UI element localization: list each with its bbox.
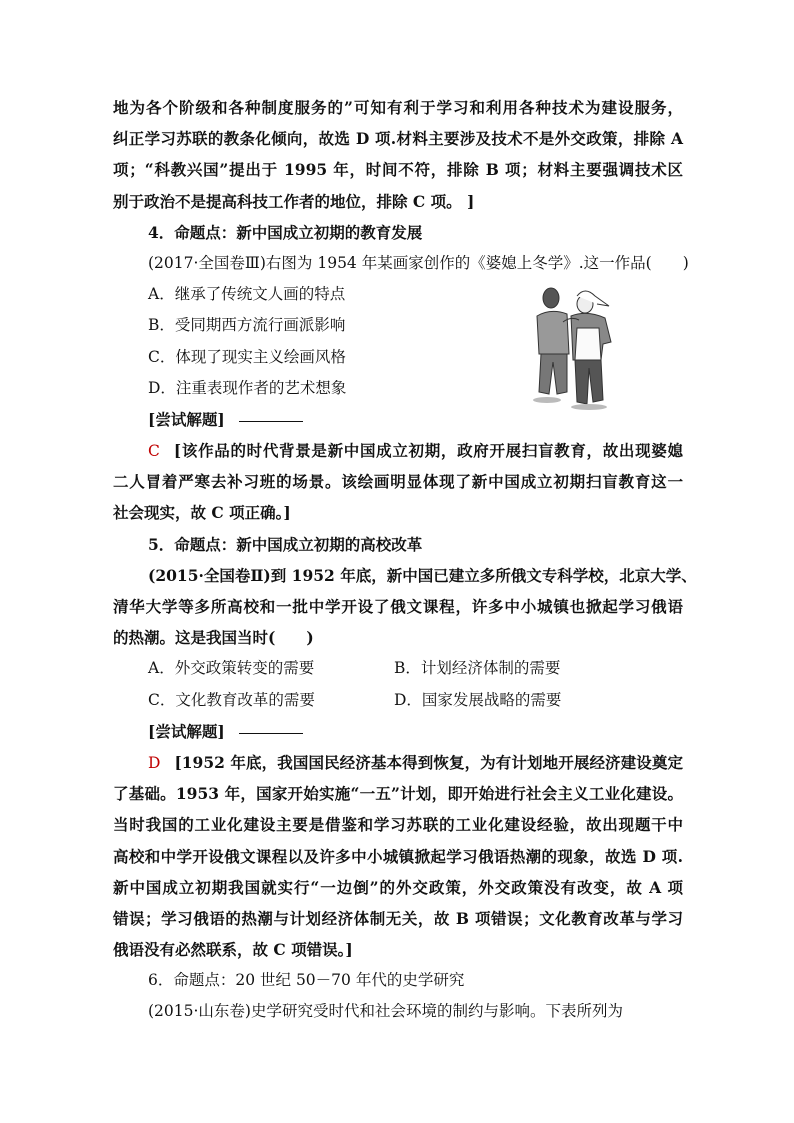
q4-heading: 4．命题点：新中国成立初期的教育发展 xyxy=(148,222,423,242)
q5-option-b: B．计划经济体制的需要 xyxy=(394,659,561,678)
text-line: 别于政治不是提高科技工作者的地位，排除 C 项。 ] xyxy=(113,191,475,211)
text-line: 地为各个阶级和各种制度服务的”可知有利于学习和利用各种技术为建设服务， xyxy=(113,98,683,117)
q5-answer: D xyxy=(148,753,161,772)
q5-option-a: A．外交政策转变的需要 xyxy=(148,659,315,678)
q5-options-row xyxy=(113,653,683,684)
q5-try xyxy=(113,716,683,747)
q6-heading: 6．命题点：20 世纪 50－70 年代的史学研究 xyxy=(148,971,465,990)
q5-heading: 5．命题点：新中国成立初期的高校改革 xyxy=(148,534,423,554)
q5-explanation-line: 了基础。1953 年，国家开始实施“一五”计划，即开始进行社会主义工业化建设。 xyxy=(113,784,683,804)
q4-answer: C xyxy=(148,442,160,461)
try-label: [尝试解题] xyxy=(148,409,225,429)
painting-illustration xyxy=(527,282,615,414)
q4-stem: (2017·全国卷Ⅲ)右图为 1954 年某画家创作的《婆媳上冬学》.这一作品( ) xyxy=(148,253,689,272)
q5-stem-line: 清华大学等多所高校和一批中学开设了俄文课程，许多中小城镇也掀起学习俄语 xyxy=(113,597,683,616)
q5-options-row xyxy=(113,685,683,716)
answer-blank xyxy=(239,420,303,422)
q5-explanation-line: 高校和中学开设俄文课程以及许多中小城镇掀起学习俄语热潮的现象，故选 D 项. xyxy=(113,846,683,866)
q4-option-c: C．体现了现实主义绘画风格 xyxy=(148,347,346,366)
explanation-text: [该作品的时代背景是新中国成立初期，政府开展扫盲教育，故出现婆媳 xyxy=(173,441,683,461)
answer-blank xyxy=(239,732,303,734)
q5-stem-line: 的热潮。这是我国当时( ) xyxy=(113,628,314,648)
q4-explanation-line xyxy=(113,435,683,466)
q6-stem: (2015·山东卷)史学研究受时代和社会环境的制约与影响。下表所列为 xyxy=(148,1002,623,1021)
q4-option-a: A．继承了传统文人画的特点 xyxy=(148,285,346,304)
q5-explanation-line: 新中国成立初期我国就实行“一边倒”的外交政策，外交政策没有改变，故 A 项 xyxy=(113,877,683,897)
q5-explanation-line: 错误；学习俄语的热潮与计划经济体制无关，故 B 项错误；文化教育改革与学习 xyxy=(113,908,683,928)
text-line: 纠正学习苏联的教条化倾向，故选 D 项.材料主要涉及技术不是外交政策，排除 A xyxy=(113,129,683,149)
text-line: 项；“科教兴国”提出于 1995 年，时间不符，排除 B 项；材料主要强调技术区 xyxy=(113,160,683,180)
q5-explanation-line xyxy=(113,747,683,778)
q4-explanation-line: 社会现实，故 C 项正确。] xyxy=(113,503,291,523)
q5-explanation-line: 俄语没有必然联系，故 C 项错误。] xyxy=(113,940,353,960)
document-page xyxy=(113,92,697,1028)
q5-explanation-line: 当时我国的工业化建设主要是借鉴和学习苏联的工业化建设经验，故出现题干中 xyxy=(113,815,683,835)
explanation-text: [1952 年底，我国国民经济基本得到恢复，为有计划地开展经济建设奠定 xyxy=(174,752,683,772)
q5-stem-line: (2015·全国卷Ⅱ)到 1952 年底，新中国已建立多所俄文专科学校，北京大学、 xyxy=(148,565,697,585)
q4-explanation-line: 二人冒着严寒去补习班的场景。该绘画明显体现了新中国成立初期扫盲教育这一 xyxy=(113,472,683,492)
q4-option-b: B．受同期西方流行画派影响 xyxy=(148,316,346,335)
q5-option-d: D．国家发展战略的需要 xyxy=(394,690,562,709)
try-label: [尝试解题] xyxy=(148,721,225,741)
q5-option-c: C．文化教育改革的需要 xyxy=(148,690,315,709)
q4-option-d: D．注重表现作者的艺术想象 xyxy=(148,378,347,397)
